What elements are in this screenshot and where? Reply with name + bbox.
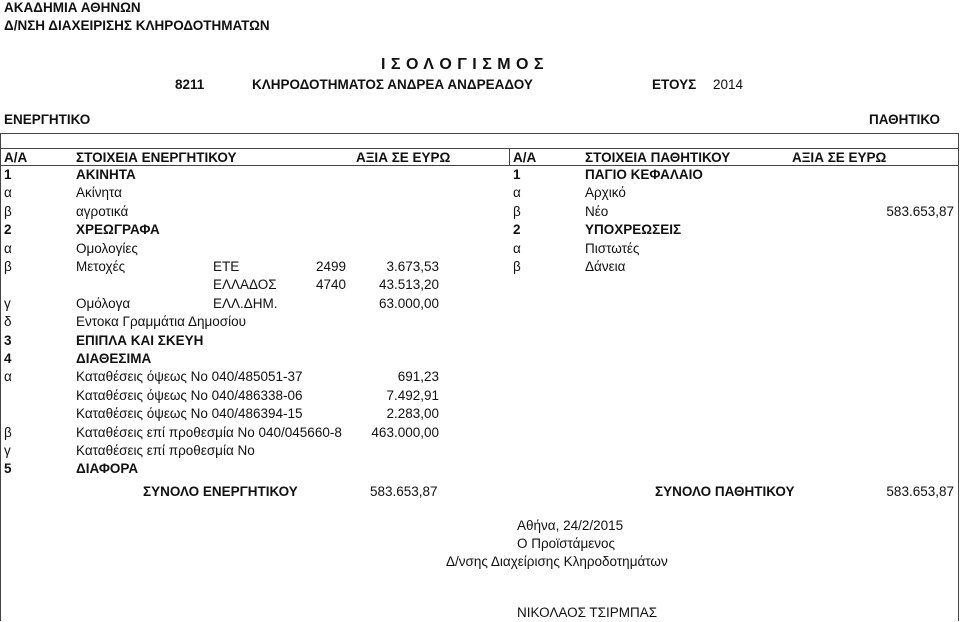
liability-row-label: Πιστωτές — [585, 241, 640, 256]
liability-row-label: ΠΑΓΙΟ ΚΕΦΑΛΑΙΟ — [585, 167, 703, 182]
asset-row-amount: 2.283,00 — [386, 406, 439, 421]
asset-row-number: 1 — [4, 167, 12, 182]
asset-row-sub-label: ΕΤΕ — [213, 259, 240, 274]
org-name: ΑΚΑΔΗΜΙΑ ΑΘΗΝΩΝ — [4, 0, 141, 15]
asset-row-number: 2 — [4, 222, 12, 237]
liability-row-amount: 583.653,87 — [886, 204, 954, 219]
asset-row-label: ΔΙΑΦΟΡΑ — [76, 462, 139, 476]
signatory-name: ΝΙΚΟΛΑΟΣ ΤΣΙΡΜΠΑΣ — [517, 605, 658, 620]
asset-row-number: 4 — [4, 351, 12, 366]
bequest-name: ΚΛΗΡΟΔΟΤΗΜΑΤΟΣ ΑΝΔΡΕΑ ΑΝΔΡΕΑΔΟΥ — [252, 77, 533, 92]
col-aa-liabilities: Α/Α — [513, 150, 537, 165]
signatory-office: Δ/νσης Διαχείρισης Κληροδοτημάτων — [446, 554, 668, 569]
year-label: ΕΤΟΥΣ — [652, 77, 697, 92]
asset-row-number: β — [4, 204, 12, 219]
signatory-role: Ο Προϊστάμενος — [517, 536, 616, 551]
asset-row-label: Εντοκα Γραμμάτια Δημοσίου — [76, 315, 247, 329]
liability-row-number: 2 — [513, 222, 521, 237]
header-bottom-rule — [0, 165, 959, 166]
liability-row-label: Δάνεια — [585, 259, 626, 274]
assets-total-label: ΣΥΝΟΛΟ ΕΝΕΡΓΗΤΙΚΟΥ — [143, 484, 298, 499]
asset-row-number: γ — [4, 296, 11, 311]
assets-side-label: ΕΝΕΡΓΗΤΙΚΟ — [4, 112, 91, 127]
liabilities-total-label: ΣΥΝΟΛΟ ΠΑΘΗΤΙΚΟΥ — [655, 484, 795, 499]
liability-row-label: Νέο — [585, 204, 609, 219]
asset-row-amount: 63.000,00 — [378, 296, 439, 311]
asset-row-label: ΕΠΙΠΛΑ ΚΑΙ ΣΚΕΥΗ — [76, 334, 204, 348]
header-top-rule — [0, 148, 959, 149]
asset-row-number: γ — [4, 443, 11, 458]
asset-row-label: Καταθέσεις επί προθεσμία Νο 040/045660-8 — [76, 426, 342, 440]
asset-row-quantity: 2499 — [315, 259, 346, 274]
asset-row-number: β — [4, 425, 12, 440]
liabilities-total-value: 583.653,87 — [886, 484, 954, 499]
asset-row-label: Ομολογίες — [76, 242, 138, 256]
liability-row-label: ΥΠΟΧΡΕΩΣΕΙΣ — [585, 222, 682, 237]
header-divider — [509, 148, 510, 165]
asset-row-number: δ — [4, 314, 12, 329]
asset-row-label: Καταθέσεις επί προθεσμία Νο — [76, 444, 255, 458]
asset-row-label: Καταθέσεις όψεως Νο 040/486394-15 — [76, 407, 303, 421]
asset-row-number: α — [4, 185, 12, 200]
asset-row-sub-label: ΕΛΛ.ΔΗΜ. — [213, 296, 278, 311]
liability-row-number: β — [513, 259, 521, 274]
asset-row-amount: 3.673,53 — [386, 259, 439, 274]
asset-row-quantity: 4740 — [315, 277, 346, 292]
asset-row-number: α — [4, 369, 12, 384]
asset-row-label: Ομόλογα — [76, 297, 131, 311]
liabilities-side-label: ΠΑΘΗΤΙΚΟ — [868, 112, 940, 127]
liability-row-number: α — [513, 241, 521, 256]
asset-row-label: ΔΙΑΘΕΣΙΜΑ — [76, 352, 152, 366]
document-title: Ι Σ Ο Λ Ο Γ Ι Σ Μ Ο Σ — [381, 56, 545, 73]
asset-row-label: Καταθέσεις όψεως Νο 040/486338-06 — [76, 389, 303, 403]
department-name: Δ/ΝΣΗ ΔΙΑΧΕΙΡΙΣΗΣ ΚΛΗΡΟΔΟΤΗΜΑΤΩΝ — [4, 18, 270, 33]
asset-row-label: Καταθέσεις όψεως Νο 040/485051-37 — [76, 370, 303, 384]
asset-row-number: α — [4, 241, 12, 256]
asset-row-amount: 43.513,20 — [378, 277, 439, 292]
asset-row-number: β — [4, 259, 12, 274]
year-value: 2014 — [713, 77, 744, 92]
asset-row-amount: 691,23 — [397, 369, 439, 384]
asset-row-label: Ακίνητα — [76, 186, 122, 200]
asset-row-sub-label: ΕΛΛΑΔΟΣ — [213, 277, 277, 292]
liability-row-number: β — [513, 204, 521, 219]
col-assets-value: ΑΞΙΑ ΣΕ ΕΥΡΩ — [356, 150, 451, 165]
table-top-rule — [0, 133, 959, 134]
asset-row-label: αγροτικά — [76, 205, 129, 219]
bequest-code: 8211 — [175, 77, 205, 92]
place-date: Αθήνα, 24/2/2015 — [517, 518, 624, 533]
asset-row-number: 5 — [4, 461, 12, 476]
col-liabilities-items: ΣΤΟΙΧΕΙΑ ΠΑΘΗΤΙΚΟΥ — [585, 150, 731, 165]
asset-row-label: ΧΡΕΩΓΡΑΦΑ — [76, 223, 160, 237]
col-liabilities-value: ΑΞΙΑ ΣΕ ΕΥΡΩ — [792, 150, 887, 165]
asset-row-amount: 463.000,00 — [371, 425, 439, 440]
asset-row-label: Μετοχές — [76, 260, 126, 274]
col-assets-items: ΣΤΟΙΧΕΙΑ ΕΝΕΡΓΗΤΙΚΟΥ — [76, 150, 237, 165]
asset-row-label: ΑΚΙΝΗΤΑ — [76, 168, 136, 182]
col-aa-assets: Α/Α — [4, 150, 28, 165]
asset-row-number: 3 — [4, 333, 12, 348]
asset-row-amount: 7.492,91 — [386, 388, 439, 403]
liability-row-number: 1 — [513, 167, 521, 182]
assets-total-value: 583.653,87 — [370, 484, 438, 499]
liability-row-number: α — [513, 185, 521, 200]
liability-row-label: Αρχικό — [585, 185, 626, 200]
